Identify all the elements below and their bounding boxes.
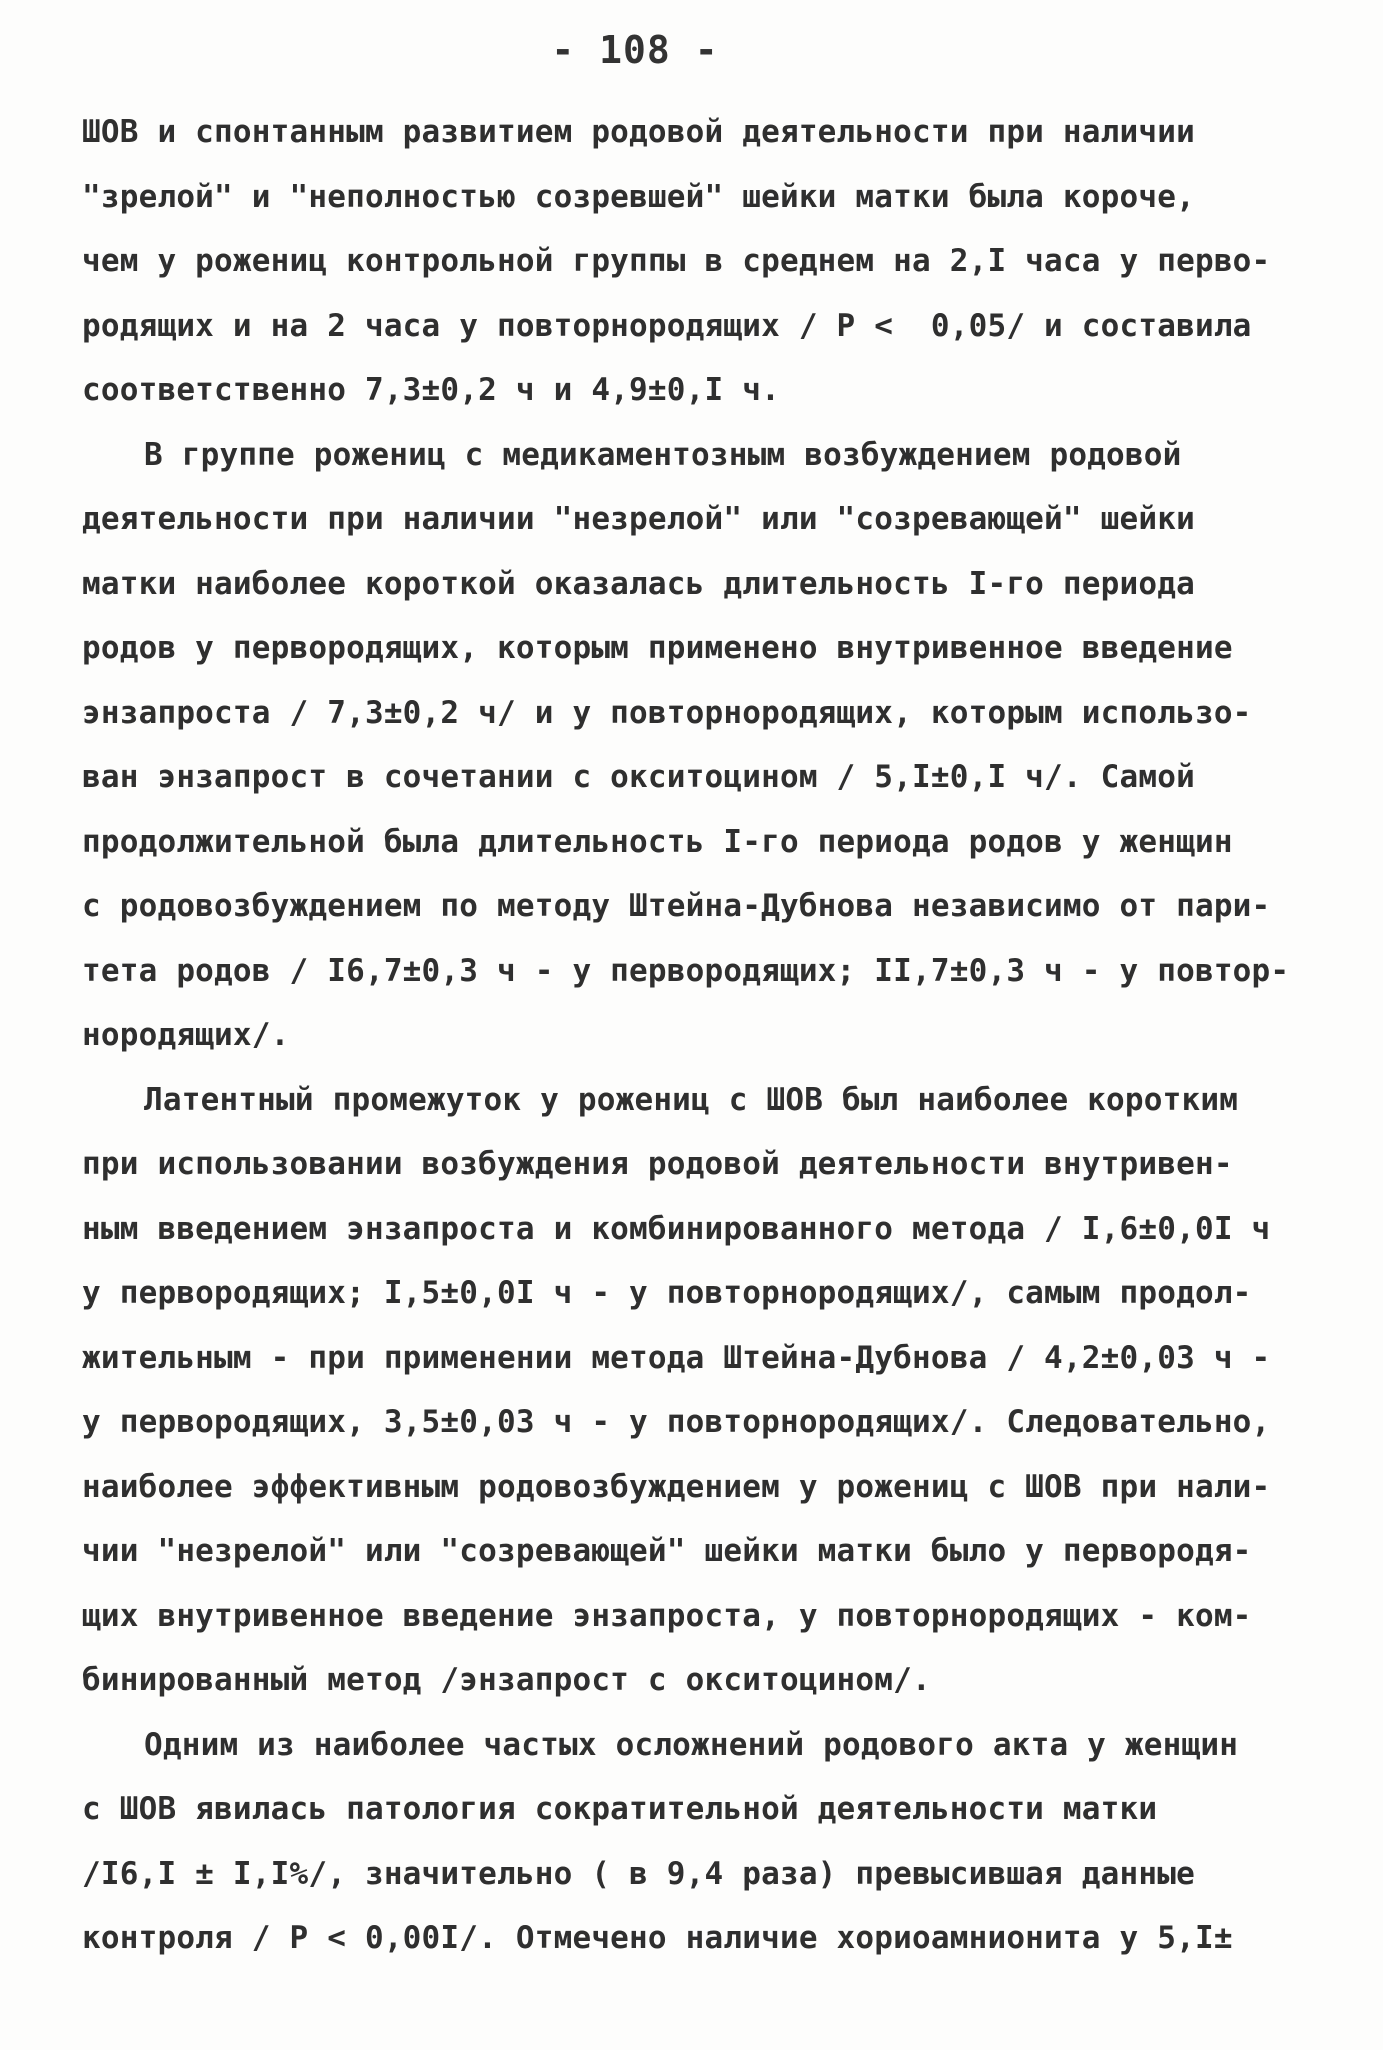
text-line: бинированный метод /энзапрост с окситоцином/. — [82, 1662, 931, 1698]
text-line: родов у первородящих, которым применено внутривенное введение — [82, 630, 1233, 666]
text-line: с ШОВ явилась патология сократительной деятельности матки — [82, 1791, 1158, 1827]
page-number: - 108 - — [551, 28, 719, 72]
text-line: щих внутривенное введение энзапроста, у повторнородящих - ком- — [82, 1597, 1252, 1634]
text-line: жительным - при применении метода Штейна-Дубнова / 4,2±0,03 ч - — [82, 1339, 1271, 1376]
text-line: деятельности при наличии "незрелой" или "созревающей" шейки — [82, 501, 1195, 537]
text-line: чем у рожениц контрольной группы в среднем на 2,I часа у перво- — [82, 243, 1271, 279]
text-line: наиболее эффективным родовозбуждением у рожениц с ШОВ при нали- — [82, 1468, 1271, 1505]
paragraph-first-line: Одним из наиболее частых осложнений родового акта у женщин — [144, 1726, 1239, 1763]
text-line: при использовании возбуждения родовой деятельности внутривен- — [82, 1146, 1233, 1182]
text-line: с родовозбуждением по методу Штейна-Дубнова независимо от пари- — [82, 888, 1271, 924]
text-line: "зрелой" и "неполностью созревшей" шейки матки была короче, — [82, 178, 1195, 215]
paragraph-first-line: В группе рожениц с медикаментозным возбуждением родовой — [144, 436, 1182, 473]
text-line: /I6,I ± I,I%/, значительно ( в 9,4 раза) превысившая данные — [82, 1855, 1195, 1892]
text-line: у первородящих; I,5±0,0I ч - у повторнородящих/, самым продол- — [82, 1275, 1252, 1311]
text-line: родящих и на 2 часа у повторнородящих / P < 0,05/ и составила — [82, 307, 1252, 344]
text-line: чии "незрелой" или "созревающей" шейки матки было у первородя- — [82, 1533, 1252, 1569]
text-line: контроля / P < 0,00I/. Отмечено наличие хориоамнионита у 5,I± — [82, 1920, 1233, 1956]
text-line: ШОВ и спонтанным развитием родовой деятельности при наличии — [82, 114, 1195, 150]
text-line: энзапроста / 7,3±0,2 ч/ и у повторнородящих, которым использо- — [82, 694, 1252, 731]
text-line: соответственно 7,3±0,2 ч и 4,9±0,I ч. — [82, 372, 780, 408]
text-line: тета родов / I6,7±0,3 ч - у первородящих; II,7±0,3 ч - у повтор- — [82, 952, 1290, 989]
text-line: продолжительной была длительность I-го периода родов у женщин — [82, 823, 1233, 860]
text-line: ным введением энзапроста и комбинированного метода / I,6±0,0I ч — [82, 1210, 1271, 1247]
text-line: ван энзапрост в сочетании с окситоцином / 5,I±0,I ч/. Самой — [82, 759, 1195, 795]
text-line: матки наиболее короткой оказалась длительность I-го периода — [82, 565, 1195, 602]
paragraph-first-line: Латентный промежуток у рожениц с ШОВ был наиболее коротким — [144, 1081, 1239, 1118]
text-line: у первородящих, 3,5±0,03 ч - у повторнородящих/. Следовательно, — [82, 1404, 1271, 1440]
body-text — [82, 100, 1312, 1971]
text-line: нородящих/. — [82, 1017, 290, 1053]
